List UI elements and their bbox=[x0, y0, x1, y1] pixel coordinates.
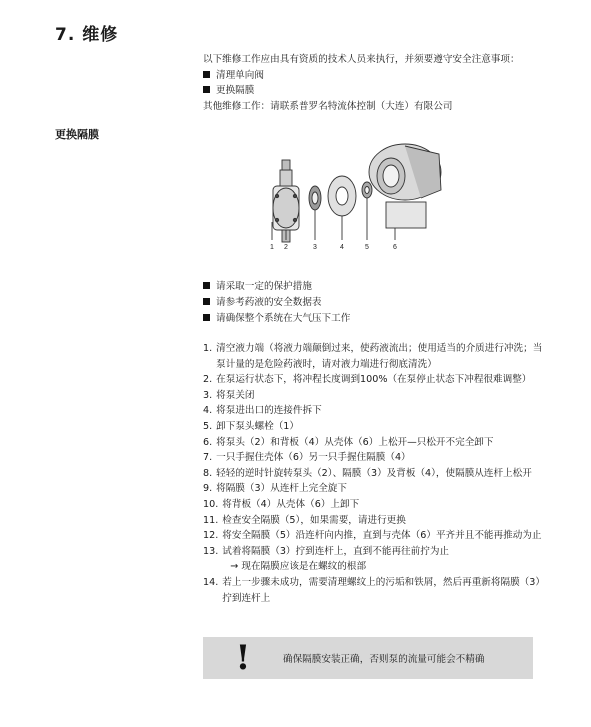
step-item: 12. 将安全隔膜（5）沿连杆向内推，直到与壳体（6）平齐并且不能再推动为止 bbox=[203, 530, 542, 542]
step-item: 10. 将背板（4）从壳体（6）上卸下 bbox=[203, 498, 360, 510]
intro-lead: 以下维修工作应由具有资质的技术人员来执行，并须要遵守安全注意事项： bbox=[203, 54, 520, 65]
step-item: 13. 试着将隔膜（3）拧到连杆上，直到不能再往前拧为止 → 现在隔膜应该是在螺纹的根部 bbox=[203, 544, 548, 575]
precaution-item: 请采取一定的保护措施 bbox=[203, 279, 350, 295]
step-item: 14. 若上一步骤未成功，需要清理螺纹上的污垢和铁屑，然后再重新将隔膜（3）拧到连杆上 bbox=[203, 576, 545, 604]
subsection-title: 更换隔膜 bbox=[55, 128, 99, 141]
steps-list bbox=[203, 341, 548, 606]
step-item: 5. 卸下泵头螺栓（1） bbox=[203, 420, 300, 432]
exclamation-icon: ! bbox=[235, 638, 251, 678]
square-bullet-icon bbox=[203, 71, 210, 78]
pump-exploded-illustration bbox=[255, 140, 445, 258]
precaution-item: 请确保整个系统在大气压下工作 bbox=[203, 311, 350, 327]
square-bullet-icon bbox=[203, 298, 210, 305]
warning-text: 确保隔膜安装正确，否则泵的流量可能会不精确 bbox=[283, 654, 485, 665]
section-title: 7. 维修 bbox=[55, 25, 119, 45]
callout-4: 4 bbox=[340, 244, 344, 251]
intro-item: 更换隔膜 bbox=[203, 83, 573, 99]
step-item: 3. 将泵关闭 bbox=[203, 389, 255, 401]
step-item: 2. 在泵运行状态下，将冲程长度调到100%（在泵停止状态下冲程很难调整） bbox=[203, 374, 532, 386]
warning-box bbox=[203, 637, 533, 679]
callout-5: 5 bbox=[365, 244, 369, 251]
step-item: 9. 将隔膜（3）从连杆上完全旋下 bbox=[203, 483, 347, 495]
precautions-list bbox=[203, 279, 350, 327]
pump-exploded-diagram bbox=[255, 140, 445, 258]
step-item: 8. 轻轻的逆时针旋转泵头（2）、隔膜（3）及背板（4），使隔膜从连杆上松开 bbox=[203, 467, 532, 479]
step-substep: → 现在隔膜应该是在螺纹的根部 bbox=[230, 561, 367, 573]
callout-6: 6 bbox=[393, 244, 397, 251]
callout-3: 3 bbox=[313, 244, 317, 251]
step-item: 4. 将泵进出口的连接件拆下 bbox=[203, 405, 322, 417]
square-bullet-icon bbox=[203, 86, 210, 93]
intro-item: 清理单向阀 bbox=[203, 68, 573, 84]
step-item: 7. 一只手握住壳体（6）另一只手握住隔膜（4） bbox=[203, 452, 411, 464]
step-item: 11. 检查安全隔膜（5），如果需要，请进行更换 bbox=[203, 514, 406, 526]
square-bullet-icon bbox=[203, 314, 210, 321]
square-bullet-icon bbox=[203, 282, 210, 289]
callout-1: 1 bbox=[270, 244, 274, 251]
step-item: 6. 将泵头（2）和背板（4）从壳体（6）上松开—只松开不完全卸下 bbox=[203, 436, 494, 448]
precaution-item: 请参考药液的安全数据表 bbox=[203, 295, 350, 311]
intro-other: 其他维修工作：请联系普罗名特流体控制（大连）有限公司 bbox=[203, 100, 453, 112]
intro-block bbox=[203, 52, 573, 114]
step-item: 1. 清空液力端（将液力端颠倒过来，使药液流出；使用适当的介质进行冲洗；当泵计量的是危险药液时，请对液力端进行彻底清洗） bbox=[203, 343, 543, 370]
callout-2: 2 bbox=[284, 244, 288, 251]
